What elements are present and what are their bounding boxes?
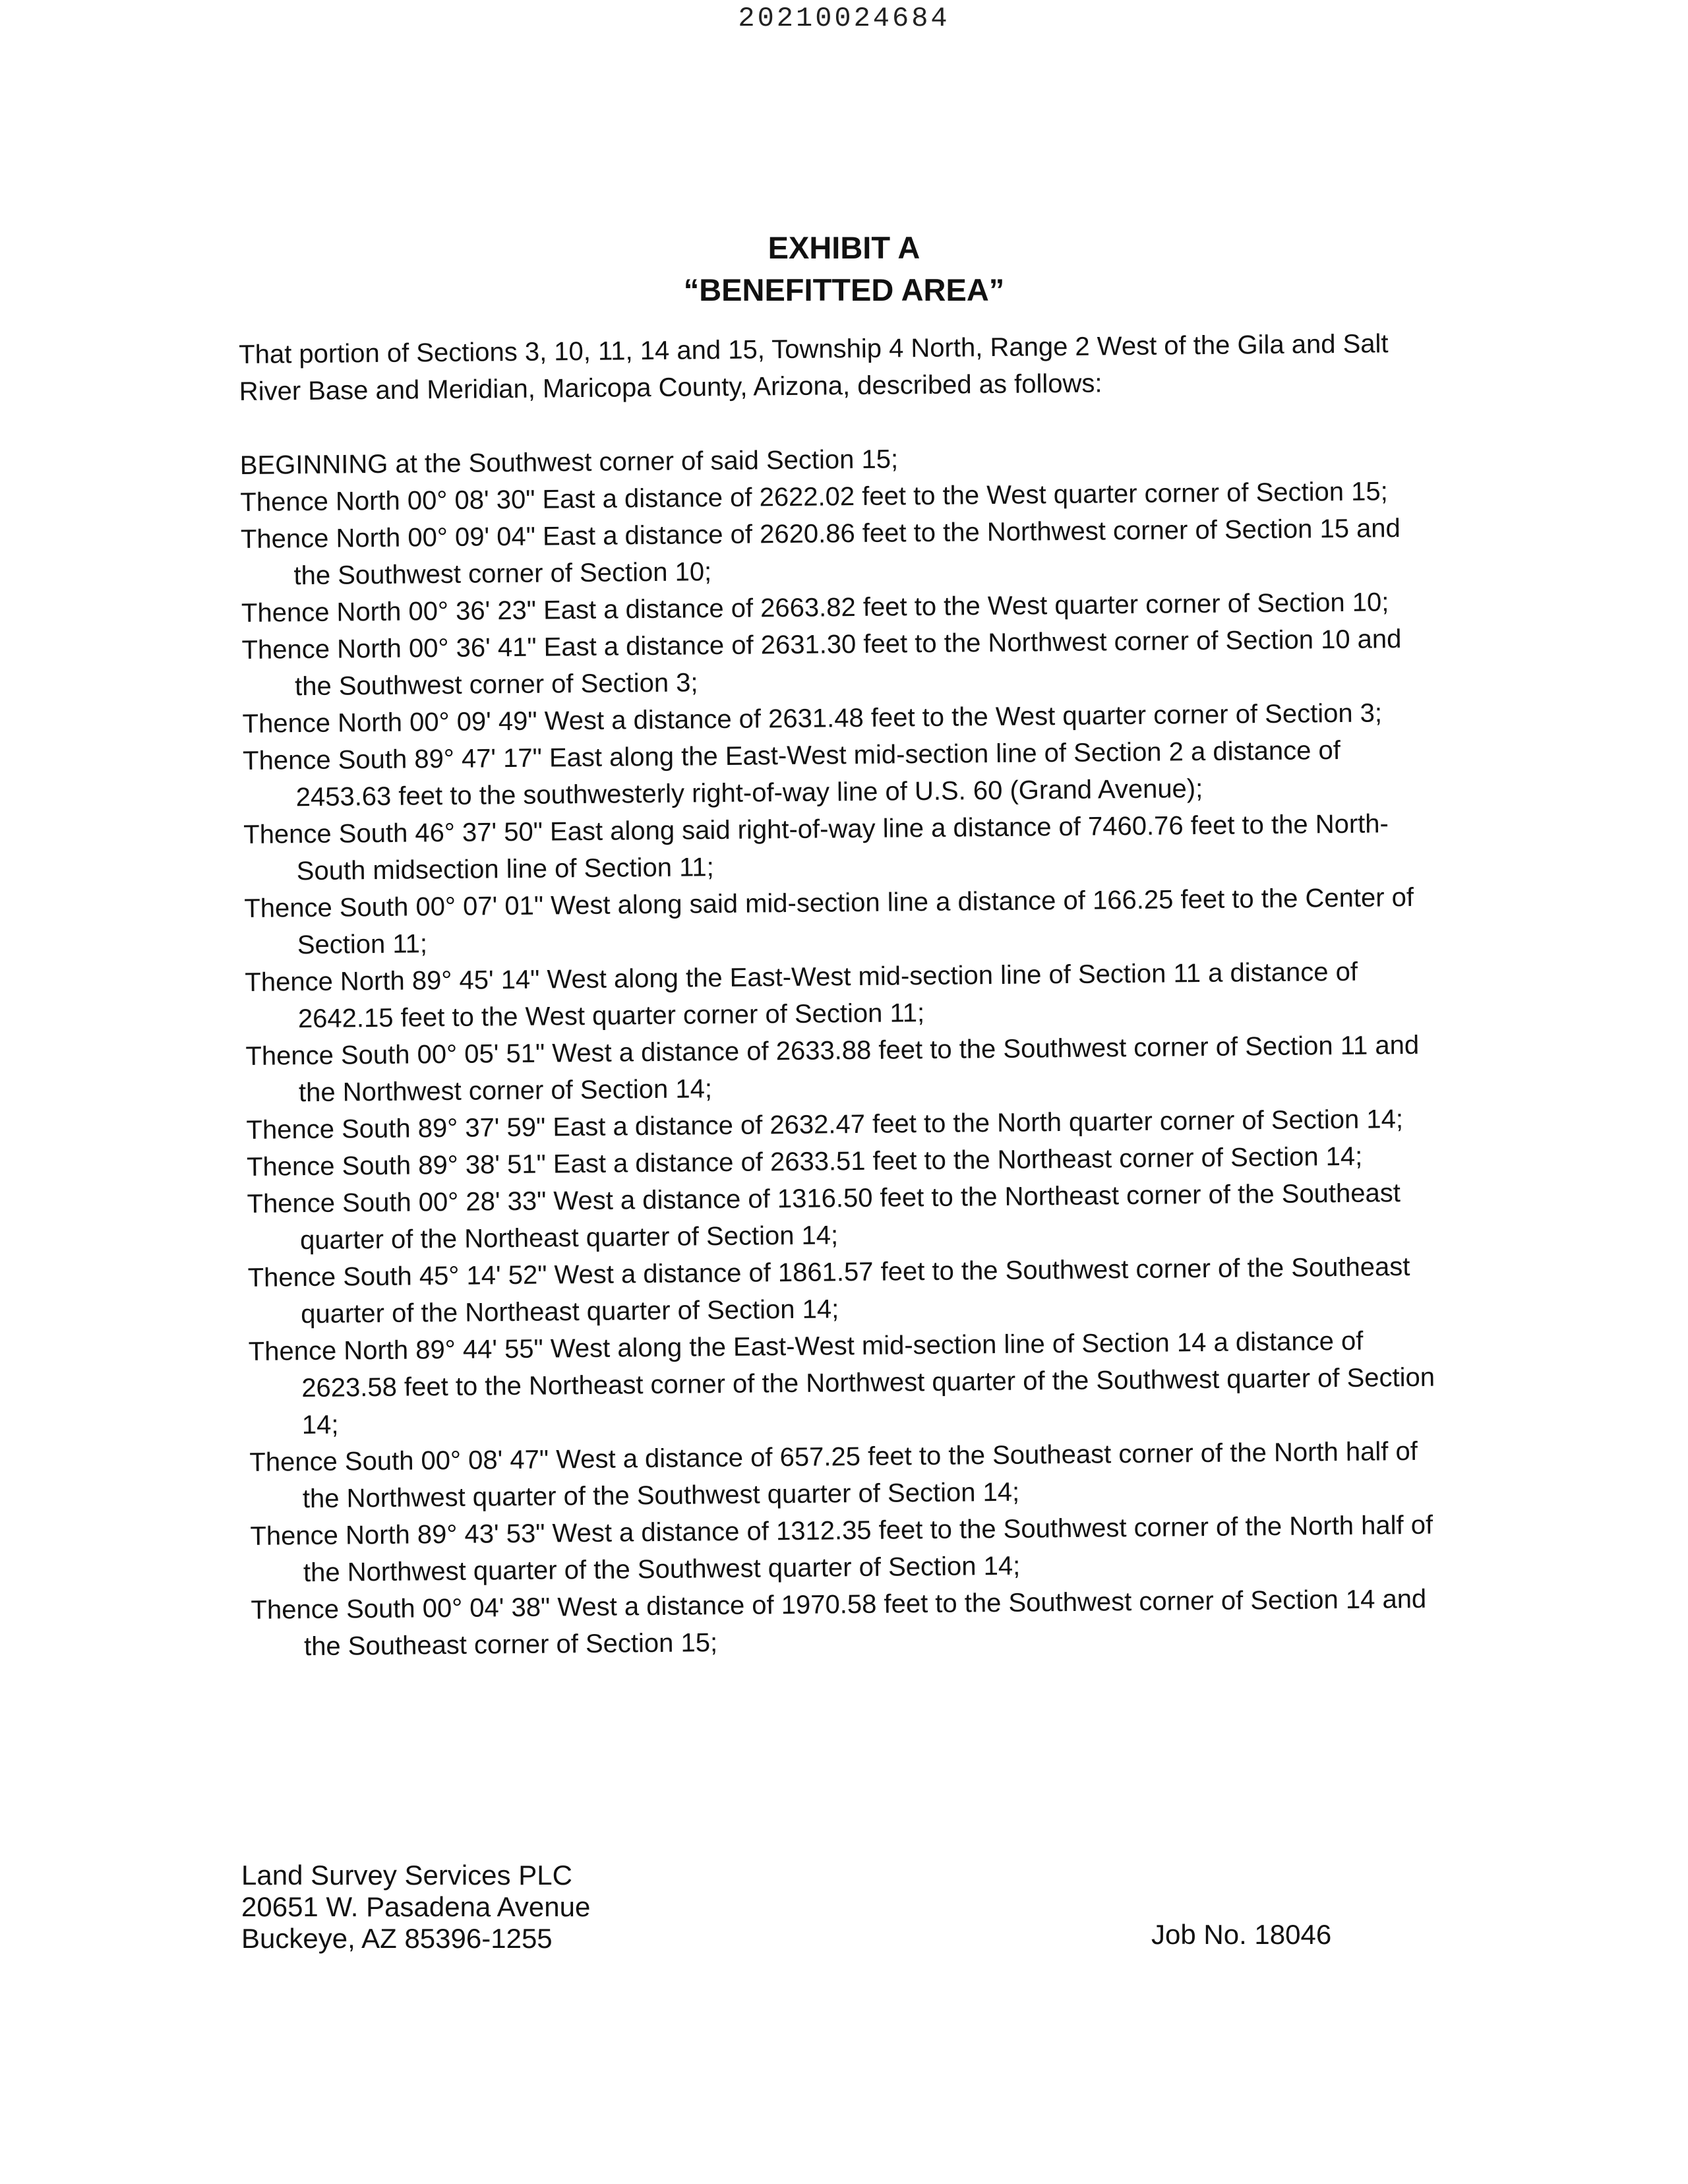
document-number: 20210024684 (738, 3, 950, 34)
course-line: Thence South 00° 28' 33" West a distance of 1316.50 feet to the Northeast corner of the Southeast quarter of the Northeast quarter of Section 14; (247, 1178, 1401, 1256)
surveyor-address-block (241, 1860, 590, 1955)
course-line: Thence North 00° 36' 41" East a distance of 2631.30 feet to the Northwest corner of Section 10 and the Southwest corner of Section 3; (241, 624, 1402, 702)
surveyor-company: Land Survey Services PLC (241, 1860, 572, 1891)
exhibit-title-block (0, 227, 1688, 311)
course-line: Thence South 46° 37' 50" East along said right-of-way line a distance of 7460.76 feet to the North-South midsection line of Section 11; (243, 809, 1389, 886)
course-line: Thence South 00° 04' 38" West a distance of 1970.58 feet to the Southwest corner of Section 14 and the Southeast corner of Section 15; (251, 1584, 1427, 1662)
course-line: Thence South 89° 38' 51" East a distance of 2633.51 feet to the Northeast corner of Section 14; (246, 1141, 1363, 1182)
legal-description (239, 325, 1438, 1666)
course-line: Thence North 00° 09' 49" West a distance of 2631.48 feet to the West quarter corner of Section 3; (242, 698, 1383, 739)
course-line: Thence South 45° 14' 52" West a distance of 1861.57 feet to the Southwest corner of the Southeast quarter of the Northeast quarter of Section 14; (247, 1252, 1410, 1329)
course-line: Thence South 00° 05' 51" West a distance of 2633.88 feet to the Southwest corner of Section 11 and the Northwest corner of Section 14; (245, 1030, 1420, 1108)
course-line: Thence North 89° 45' 14" West along the East-West mid-section line of Section 11 a distance of 2642.15 feet to the West quarter corner of Section 11; (245, 957, 1358, 1034)
courses-list (240, 473, 1438, 1666)
point-of-beginning: BEGINNING at the Southwest corner of said Section 15; (239, 444, 899, 480)
course-line: Thence South 00° 07' 01" West along said mid-section line a distance of 166.25 feet to the Center of Section 11; (244, 882, 1414, 960)
exhibit-subtitle: “BENEFITTED AREA” (683, 272, 1005, 307)
course-line: Thence South 89° 47' 17" East along the East-West mid-section line of Section 2 a distance of 2453.63 feet to the southwesterly right-of-way line of U.S. 60 (Grand Avenue); (242, 735, 1341, 812)
course-line: Thence North 89° 43' 53" West a distance of 1312.35 feet to the Southwest corner of the North half of the Northwest quarter of the Southwest quarter of Section 14; (250, 1510, 1433, 1588)
course-line: Thence North 89° 44' 55" West along the East-West mid-section line of Section 14 a distance of 2623.58 feet to the Northeast corner of the Northwest quarter of the Southwest quarter of Section 14; (248, 1326, 1435, 1440)
course-line: Thence North 00° 08' 30" East a distance of 2622.02 feet to the West quarter corner of Section 15; (240, 477, 1388, 517)
course-line: Thence North 00° 36' 23" East a distance of 2663.82 feet to the West quarter corner of Section 10; (241, 588, 1389, 628)
surveyor-city: Buckeye, AZ 85396-1255 (241, 1923, 553, 1954)
intro-paragraph: That portion of Sections 3, 10, 11, 14 and 15, Township 4 North, Range 2 West of the Gila and Salt River Base and Meridian, Maricopa County, Arizona, described as follows: (239, 329, 1389, 406)
course-line: Thence South 89° 37' 59" East a distance of 2632.47 feet to the North quarter corner of Section 14; (246, 1105, 1404, 1145)
surveyor-street: 20651 W. Pasadena Avenue (241, 1891, 591, 1922)
exhibit-title: EXHIBIT A (768, 230, 920, 265)
course-line: Thence South 00° 08' 47" West a distance of 657.25 feet to the Southeast corner of the North half of the Northwest quarter of the Southwest quarter of Section 14; (249, 1436, 1418, 1514)
job-number: Job No. 18046 (1151, 1919, 1332, 1950)
course-line: Thence North 00° 09' 04" East a distance of 2620.86 feet to the Northwest corner of Section 15 and the Southwest corner of Section 10; (240, 514, 1401, 591)
